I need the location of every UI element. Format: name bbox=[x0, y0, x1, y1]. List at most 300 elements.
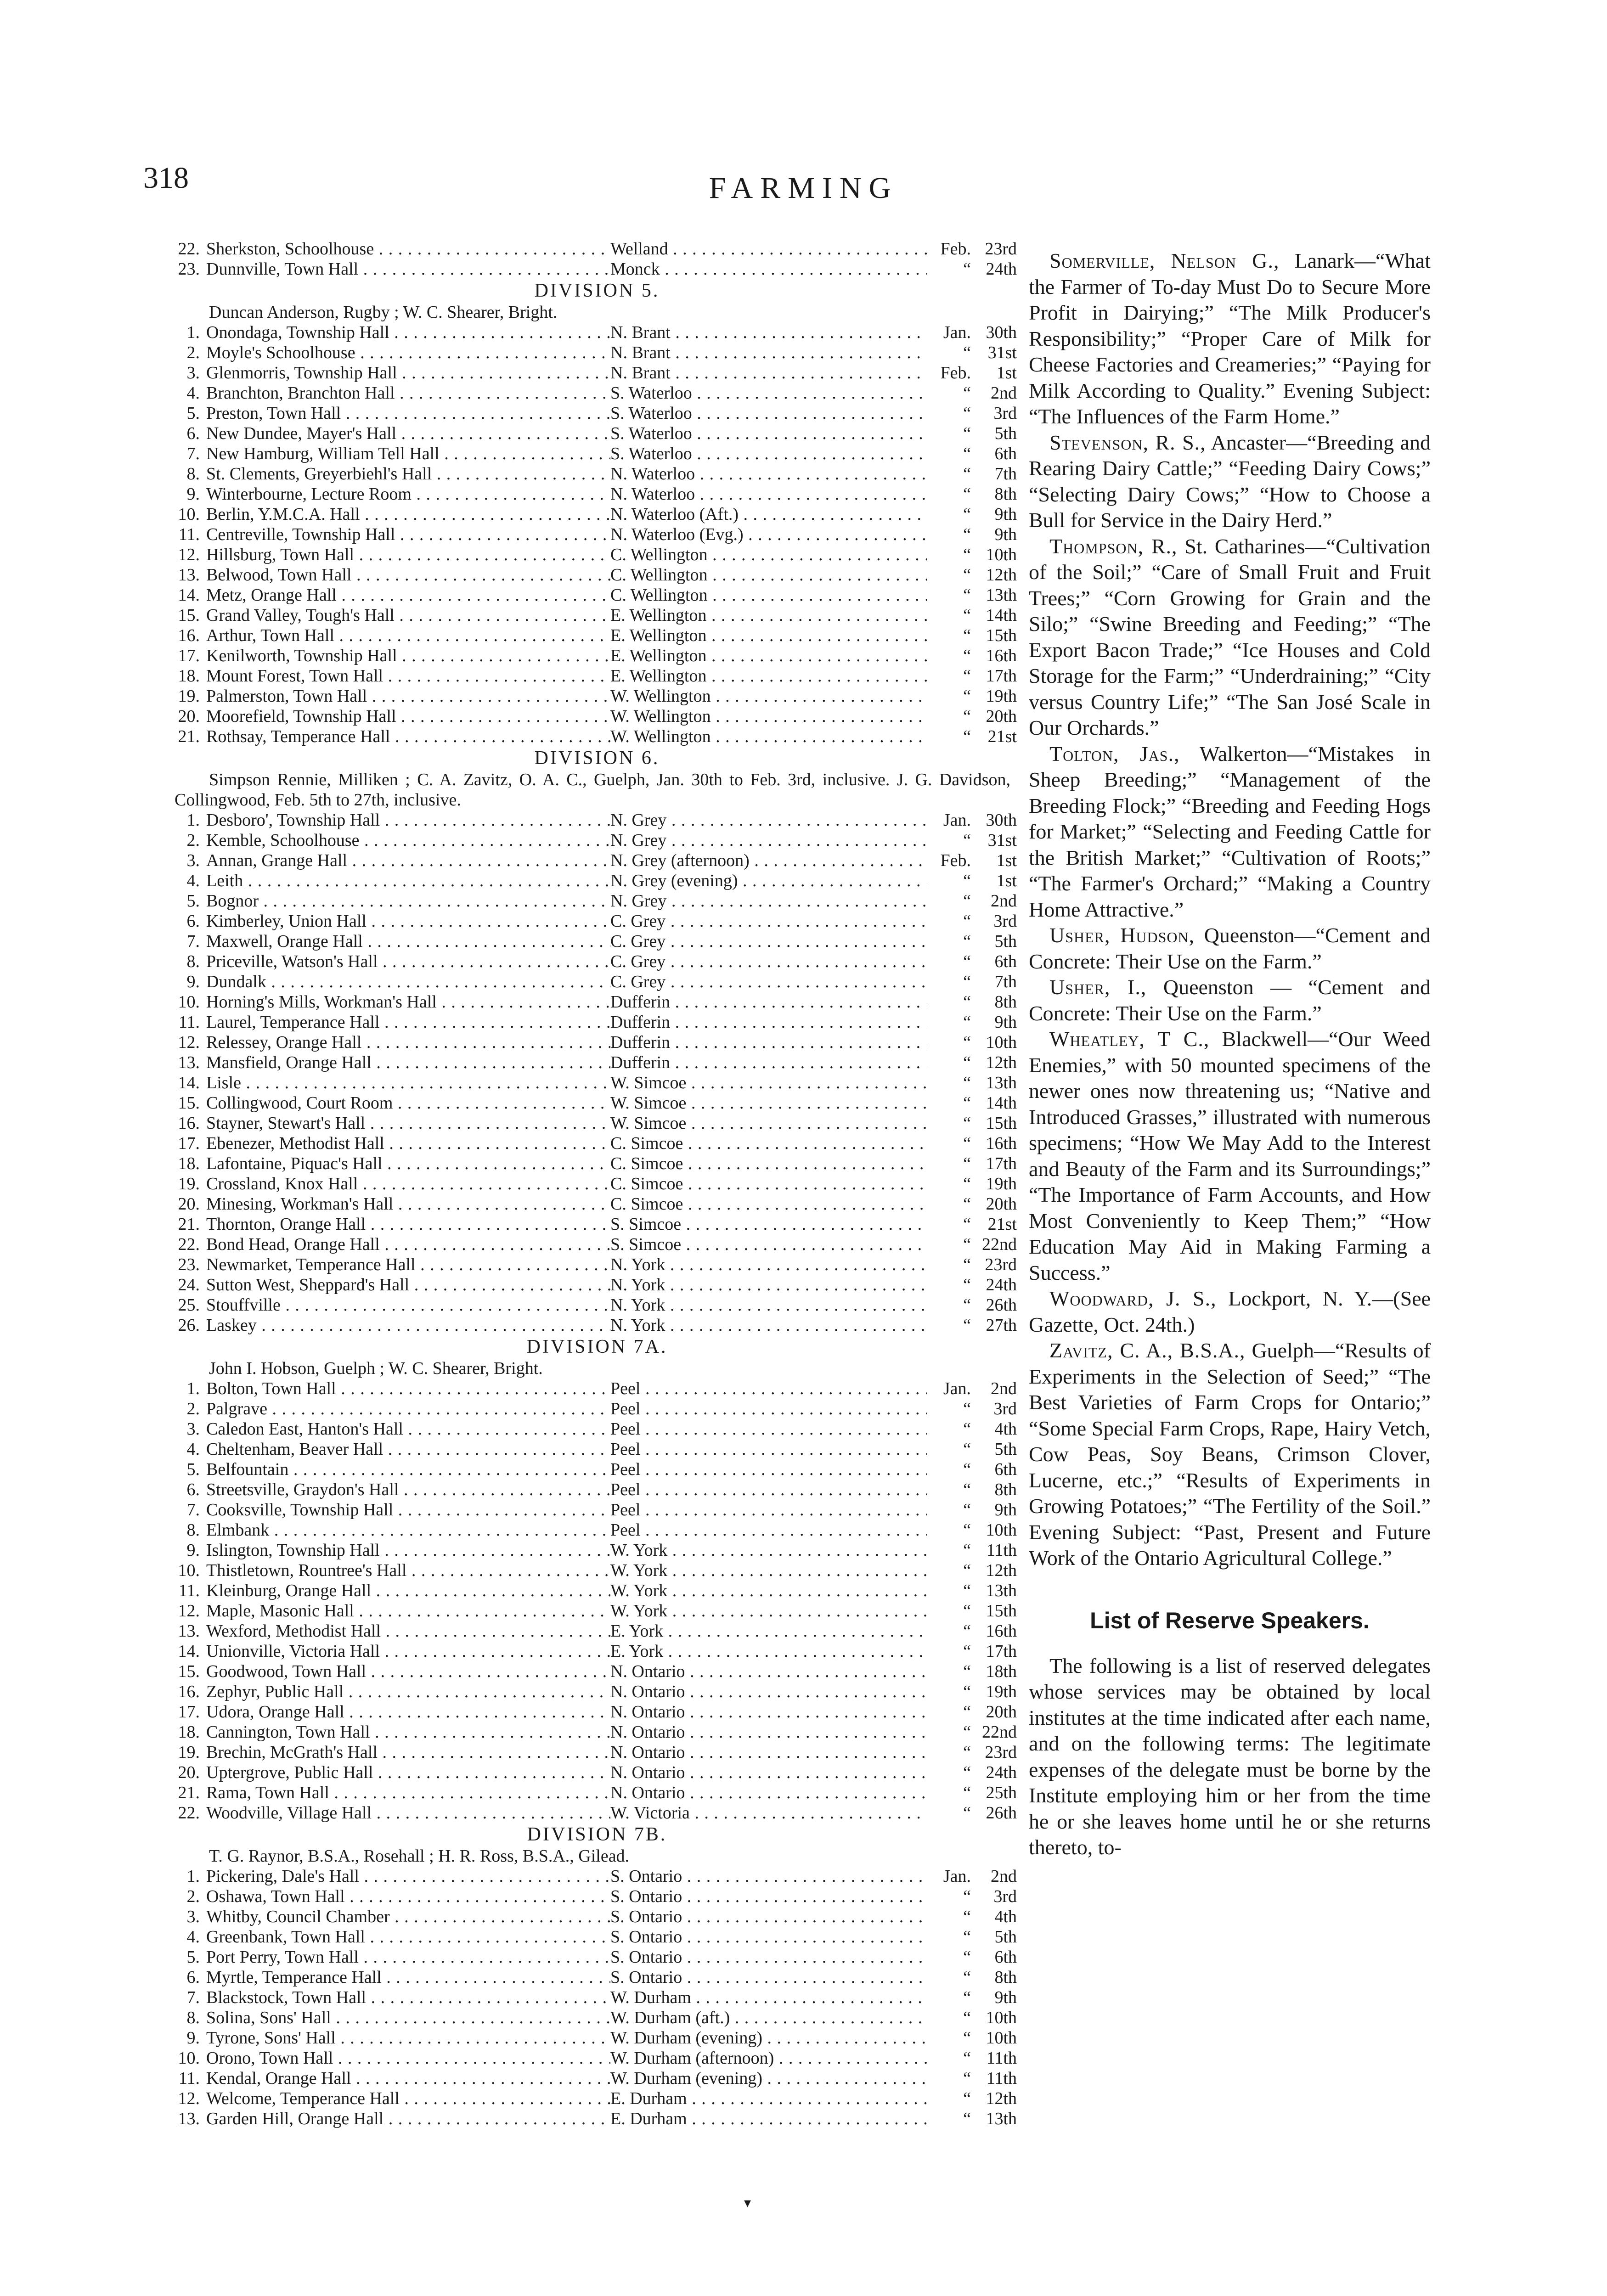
schedule-row bbox=[156, 1419, 1017, 1439]
day: 1st bbox=[996, 363, 1017, 383]
month: “ bbox=[963, 2048, 971, 2068]
meeting-schedule-column bbox=[156, 239, 1017, 2129]
meeting-place: Streetsville, Graydon's Hall . . . bbox=[206, 1480, 610, 1500]
meeting-place: Mount Forest, Town Hall . . . bbox=[206, 666, 610, 686]
meeting-place: New Dundee, Mayer's Hall . . . bbox=[206, 423, 610, 444]
day: 12th bbox=[986, 1561, 1017, 1580]
meeting-place: Laskey . . . bbox=[206, 1315, 610, 1335]
county: S. Simcoe . . . bbox=[610, 1234, 927, 1255]
month: “ bbox=[963, 932, 971, 951]
row-number: 13. bbox=[178, 2109, 200, 2128]
month: “ bbox=[963, 1662, 971, 1681]
month: “ bbox=[963, 1399, 971, 1418]
schedule-row bbox=[156, 2068, 1017, 2088]
day: 17th bbox=[986, 666, 1017, 686]
county: N. Ontario . . . bbox=[610, 1702, 927, 1722]
month: “ bbox=[963, 565, 971, 585]
meeting-place: Centreville, Township Hall . . . bbox=[206, 524, 610, 545]
month: “ bbox=[963, 1460, 971, 1479]
day: 24th bbox=[986, 1275, 1017, 1294]
month: “ bbox=[963, 972, 971, 991]
row-number: 4. bbox=[186, 1927, 200, 1947]
county: N. Ontario . . . bbox=[610, 1742, 927, 1762]
row-number: 6. bbox=[186, 1480, 200, 1499]
row-number: 8. bbox=[186, 464, 200, 484]
meeting-place: Garden Hill, Orange Hall . . . bbox=[206, 2109, 610, 2129]
schedule-row bbox=[156, 1399, 1017, 1419]
county: N. Grey . . . bbox=[610, 810, 927, 830]
month: “ bbox=[963, 1295, 971, 1315]
day: 9th bbox=[994, 1500, 1017, 1519]
month: “ bbox=[963, 2008, 971, 2027]
month: “ bbox=[963, 871, 971, 890]
month: “ bbox=[963, 1803, 971, 1823]
row-number: 14. bbox=[178, 1073, 200, 1092]
month: “ bbox=[963, 1114, 971, 1133]
county: C. Grey . . . bbox=[610, 931, 927, 951]
row-number: 22. bbox=[178, 1803, 200, 1823]
month: “ bbox=[963, 1520, 971, 1540]
speaker-entry bbox=[1029, 248, 1431, 430]
reserve-speakers-title: List of Reserve Speakers. bbox=[1090, 1607, 1370, 1633]
schedule-row bbox=[156, 464, 1017, 484]
row-number: 22. bbox=[178, 1235, 200, 1254]
schedule-row bbox=[156, 1803, 1017, 1823]
schedule-row bbox=[156, 1967, 1017, 1987]
meeting-place: Palmerston, Town Hall . . . bbox=[206, 686, 610, 706]
day: 9th bbox=[994, 505, 1017, 524]
speaker-name: Wheatley, T C., bbox=[1049, 1027, 1210, 1051]
day: 5th bbox=[994, 1440, 1017, 1459]
day: 8th bbox=[994, 484, 1017, 504]
month: “ bbox=[963, 444, 971, 463]
schedule-row bbox=[156, 363, 1017, 383]
month: “ bbox=[963, 343, 971, 362]
county: C. Simcoe . . . bbox=[610, 1194, 927, 1214]
schedule-row bbox=[156, 625, 1017, 646]
meeting-place: Rama, Town Hall . . . bbox=[206, 1783, 610, 1803]
meeting-place: Thornton, Orange Hall . . . bbox=[206, 1214, 610, 1234]
meeting-place: Cheltenham, Beaver Hall . . . bbox=[206, 1439, 610, 1459]
month: “ bbox=[963, 1440, 971, 1459]
meeting-place: Collingwood, Court Room . . . bbox=[206, 1093, 610, 1113]
schedule-row bbox=[156, 1540, 1017, 1560]
month: “ bbox=[963, 646, 971, 665]
county: N. Grey . . . bbox=[610, 830, 927, 850]
schedule-row bbox=[156, 1702, 1017, 1722]
county: S. Ontario . . . bbox=[610, 1866, 927, 1886]
meeting-place: Udora, Orange Hall . . . bbox=[206, 1702, 610, 1722]
meeting-place: Maple, Masonic Hall . . . bbox=[206, 1601, 610, 1621]
day: 8th bbox=[994, 992, 1017, 1012]
day: 14th bbox=[986, 606, 1017, 625]
county: S. Waterloo . . . bbox=[610, 403, 927, 423]
row-number: 13. bbox=[178, 565, 200, 585]
division-heading: DIVISION 6. bbox=[534, 748, 660, 769]
division-staff: T. G. Raynor, B.S.A., Rosehall ; H. R. Ross, B.S.A., Gilead. bbox=[209, 1846, 630, 1866]
county: S. Ontario . . . bbox=[610, 1907, 927, 1927]
meeting-place: Unionville, Victoria Hall . . . bbox=[206, 1641, 610, 1661]
meeting-place: Leith . . . bbox=[206, 871, 610, 891]
county: N. Ontario . . . bbox=[610, 1722, 927, 1742]
county: W. Durham . . . bbox=[610, 1987, 927, 2008]
schedule-row bbox=[156, 1379, 1017, 1399]
month: “ bbox=[963, 1053, 971, 1072]
county: S. Ontario . . . bbox=[610, 1927, 927, 1947]
day: 13th bbox=[986, 1581, 1017, 1600]
day: 19th bbox=[986, 687, 1017, 706]
speaker-name: Tolton, Jas., bbox=[1049, 742, 1180, 765]
row-number: 9. bbox=[186, 1541, 200, 1560]
division-staff: Duncan Anderson, Rugby ; W. C. Shearer, Bright. bbox=[209, 303, 558, 322]
day: 21st bbox=[987, 1215, 1017, 1234]
county: Peel . . . bbox=[610, 1419, 927, 1439]
schedule-row bbox=[156, 1987, 1017, 2008]
day: 22nd bbox=[982, 1235, 1017, 1254]
carryover-rows bbox=[156, 239, 1017, 279]
meeting-place: Pickering, Dale's Hall . . . bbox=[206, 1866, 610, 1886]
page-number: 318 bbox=[143, 161, 189, 195]
schedule-row bbox=[156, 2048, 1017, 2068]
county: N. Grey (evening) . . . bbox=[610, 871, 927, 891]
row-number: 18. bbox=[178, 666, 200, 686]
day: 12th bbox=[986, 2089, 1017, 2108]
row-number: 23. bbox=[178, 1255, 200, 1274]
meeting-place: Laurel, Temperance Hall . . . bbox=[206, 1012, 610, 1032]
row-number: 12. bbox=[178, 545, 200, 564]
row-number: 8. bbox=[186, 952, 200, 971]
county: C. Wellington . . . bbox=[610, 545, 927, 565]
row-number: 9. bbox=[186, 484, 200, 504]
division-block bbox=[156, 1335, 1017, 1823]
month: “ bbox=[963, 1947, 971, 1967]
meeting-place: Mansfield, Orange Hall . . . bbox=[206, 1052, 610, 1073]
month: “ bbox=[963, 1154, 971, 1173]
schedule-row bbox=[156, 545, 1017, 565]
meeting-place: Elmbank . . . bbox=[206, 1520, 610, 1540]
day: 5th bbox=[994, 1927, 1017, 1947]
schedule-row bbox=[156, 1093, 1017, 1113]
row-number: 7. bbox=[186, 444, 200, 463]
county: C. Grey . . . bbox=[610, 972, 927, 992]
day: 27th bbox=[986, 1316, 1017, 1335]
schedule-row bbox=[156, 1154, 1017, 1174]
meeting-place: Bond Head, Orange Hall . . . bbox=[206, 1234, 610, 1255]
county: N. Waterloo (Aft.) . . . bbox=[610, 504, 927, 524]
row-number: 11. bbox=[178, 1013, 200, 1032]
division-heading: DIVISION 5. bbox=[534, 280, 660, 301]
day: 13th bbox=[986, 2109, 1017, 2128]
meeting-place: Berlin, Y.M.C.A. Hall . . . bbox=[206, 504, 610, 524]
meeting-place: Greenbank, Town Hall . . . bbox=[206, 1927, 610, 1947]
row-number: 19. bbox=[178, 1743, 200, 1762]
meeting-place: Goodwood, Town Hall . . . bbox=[206, 1661, 610, 1682]
schedule-row bbox=[156, 343, 1017, 363]
division-block bbox=[156, 279, 1017, 747]
schedule-row bbox=[156, 322, 1017, 343]
schedule-row bbox=[156, 1682, 1017, 1702]
schedule-row bbox=[156, 1886, 1017, 1907]
county: C. Grey . . . bbox=[610, 951, 927, 972]
meeting-place: New Hamburg, William Tell Hall . . . bbox=[206, 444, 610, 464]
meeting-place: Oshawa, Town Hall . . . bbox=[206, 1886, 610, 1907]
schedule-row bbox=[156, 585, 1017, 605]
month: “ bbox=[963, 1013, 971, 1032]
row-number: 15. bbox=[178, 1662, 200, 1681]
schedule-row bbox=[156, 1234, 1017, 1255]
schedule-row bbox=[156, 1722, 1017, 1742]
day: 23rd bbox=[985, 1743, 1017, 1762]
county: E. York . . . bbox=[610, 1621, 927, 1641]
schedule-row bbox=[156, 1866, 1017, 1886]
day: 8th bbox=[994, 1968, 1017, 1987]
meeting-place: Dundalk . . . bbox=[206, 972, 610, 992]
day: 5th bbox=[994, 424, 1017, 443]
county: N. Waterloo . . . bbox=[610, 464, 927, 484]
row-number: 7. bbox=[186, 1988, 200, 2007]
day: 9th bbox=[994, 525, 1017, 544]
row-number: 16. bbox=[178, 1682, 200, 1701]
meeting-place: Blackstock, Town Hall . . . bbox=[206, 1987, 610, 2008]
reserve-speakers-section bbox=[1029, 1607, 1431, 1861]
schedule-row bbox=[156, 1073, 1017, 1093]
day: 5th bbox=[994, 932, 1017, 951]
day: 10th bbox=[986, 545, 1017, 564]
month: “ bbox=[963, 707, 971, 726]
row-number: 21. bbox=[178, 1215, 200, 1234]
row-number: 20. bbox=[178, 707, 200, 726]
speaker-topics: St. Catharines—“Cultivation of the Soil;” “Care of Small Fruit and Fruit Trees;” “Corn Growing for Grain and the Silo;” “Swine Breeding and Feeding;” “The Export Bacon Trade;” “Ice Houses and Cold Storage for the Farm;” “Underdraining;” “City versus Country Life;” “The San José Scale in Our Orchards.” bbox=[1029, 534, 1431, 739]
month: “ bbox=[963, 831, 971, 850]
day: 10th bbox=[986, 2008, 1017, 2027]
row-number: 20. bbox=[178, 1763, 200, 1782]
meeting-place: Glenmorris, Township Hall . . . bbox=[206, 363, 610, 383]
speaker-entry bbox=[1029, 1026, 1431, 1286]
month: “ bbox=[963, 1316, 971, 1335]
day: 1st bbox=[996, 871, 1017, 890]
month: “ bbox=[963, 666, 971, 686]
speaker-topics: Guelph—“Results of Experiments in the Selection of Seed;” “The Best Varieties of Farm Crops for Ontario;” “Some Special Farm Crops, Rape, Hairy Vetch, Cow Peas, Soy Beans, Crimson Clover, Lucerne, etc.;” “Results of Experiments in Growing Potatoes;” “The Fertility of the Soil.” Evening Subject: “Past, Present and Future Work of the Ontario Agricultural College.” bbox=[1029, 1339, 1431, 1570]
schedule-row bbox=[156, 1214, 1017, 1234]
month: “ bbox=[963, 1682, 971, 1701]
schedule-row bbox=[156, 1052, 1017, 1073]
day: 17th bbox=[986, 1642, 1017, 1661]
division-heading: DIVISION 7B. bbox=[527, 1824, 667, 1845]
county: W. Durham (afternoon) . . . bbox=[610, 2048, 927, 2068]
meeting-place: Minesing, Workman's Hall . . . bbox=[206, 1194, 610, 1214]
row-number: 9. bbox=[186, 972, 200, 991]
schedule-row bbox=[156, 565, 1017, 585]
day: 10th bbox=[986, 1033, 1017, 1052]
month: “ bbox=[963, 1541, 971, 1560]
speaker-name: Usher, I., bbox=[1049, 975, 1147, 999]
meeting-place: Whitby, Council Chamber . . . bbox=[206, 1907, 610, 1927]
schedule-row bbox=[156, 1661, 1017, 1682]
month: “ bbox=[963, 1134, 971, 1153]
speaker-name: Woodward, J. S., bbox=[1049, 1287, 1217, 1310]
month: “ bbox=[963, 424, 971, 443]
month: “ bbox=[963, 1907, 971, 1926]
meeting-place: Tyrone, Sons' Hall . . . bbox=[206, 2028, 610, 2048]
day: 1st bbox=[996, 851, 1017, 870]
county: W. Durham (evening) . . . bbox=[610, 2068, 927, 2088]
meeting-place: Annan, Grange Hall . . . bbox=[206, 850, 610, 871]
month: Feb. bbox=[940, 363, 971, 383]
schedule-row bbox=[156, 931, 1017, 951]
month: Feb. bbox=[940, 239, 971, 259]
speaker-entry bbox=[1029, 534, 1431, 741]
month: Jan. bbox=[943, 1379, 971, 1398]
day: 26th bbox=[986, 1803, 1017, 1823]
meeting-place: Winterbourne, Lecture Room . . . bbox=[206, 484, 610, 504]
county: W. York . . . bbox=[610, 1581, 927, 1601]
row-number: 18. bbox=[178, 1722, 200, 1742]
schedule-row bbox=[156, 706, 1017, 726]
day: 31st bbox=[987, 831, 1017, 850]
schedule-row bbox=[156, 1315, 1017, 1335]
day: 21st bbox=[987, 727, 1017, 746]
division-staff: Simpson Rennie, Milliken ; C. A. Zavitz, O. A. C., Guelph, Jan. 30th to Feb. 3rd, inclusive. J. G. Davidson, Collingwood, Feb. 5th to 27th, inclusive. bbox=[175, 770, 1010, 810]
day: 17th bbox=[986, 1154, 1017, 1173]
county: S. Waterloo . . . bbox=[610, 383, 927, 403]
schedule-row bbox=[156, 1581, 1017, 1601]
month: Feb. bbox=[940, 851, 971, 870]
meeting-place: St. Clements, Greyerbiehl's Hall . . . bbox=[206, 464, 610, 484]
row-number: 16. bbox=[178, 626, 200, 645]
month: “ bbox=[963, 2028, 971, 2048]
meeting-place: Caledon East, Hanton's Hall . . . bbox=[206, 1419, 610, 1439]
meeting-place: Solina, Sons' Hall . . . bbox=[206, 2008, 610, 2028]
row-number: 15. bbox=[178, 606, 200, 625]
county: W. Durham (evening) . . . bbox=[610, 2028, 927, 2048]
month: “ bbox=[963, 484, 971, 504]
day: 13th bbox=[986, 585, 1017, 605]
meeting-place: Sutton West, Sheppard's Hall . . . bbox=[206, 1275, 610, 1295]
county: Peel . . . bbox=[610, 1439, 927, 1459]
county: S. Ontario . . . bbox=[610, 1886, 927, 1907]
schedule-row bbox=[156, 1783, 1017, 1803]
county: W. Wellington . . . bbox=[610, 686, 927, 706]
schedule-row bbox=[156, 1500, 1017, 1520]
day: 20th bbox=[986, 1194, 1017, 1214]
county: W. Simcoe . . . bbox=[610, 1073, 927, 1093]
speaker-entry bbox=[1029, 1338, 1431, 1571]
row-number: 6. bbox=[186, 1968, 200, 1987]
county: W. Durham (aft.) . . . bbox=[610, 2008, 927, 2028]
day: 8th bbox=[994, 1480, 1017, 1499]
county: E. Wellington . . . bbox=[610, 666, 927, 686]
day: 25th bbox=[986, 1783, 1017, 1802]
day: 6th bbox=[994, 1947, 1017, 1967]
meeting-place: Stouffville . . . bbox=[206, 1295, 610, 1315]
day: 7th bbox=[994, 464, 1017, 484]
day: 11th bbox=[986, 2069, 1017, 2088]
schedule-row bbox=[156, 239, 1017, 259]
row-number: 12. bbox=[178, 2089, 200, 2108]
county: N. Ontario . . . bbox=[610, 1661, 927, 1682]
meeting-place: Uptergrove, Public Hall . . . bbox=[206, 1762, 610, 1783]
county: Peel . . . bbox=[610, 1459, 927, 1480]
schedule-row bbox=[156, 850, 1017, 871]
speaker-name: Stevenson, R. S., bbox=[1049, 430, 1206, 454]
county: S. Ontario . . . bbox=[610, 1967, 927, 1987]
meeting-place: Kendal, Orange Hall . . . bbox=[206, 2068, 610, 2088]
schedule-row bbox=[156, 423, 1017, 444]
schedule-row bbox=[156, 1907, 1017, 1927]
row-number: 17. bbox=[178, 646, 200, 665]
month: “ bbox=[963, 505, 971, 524]
county: N. Waterloo . . . bbox=[610, 484, 927, 504]
meeting-place: Stayner, Stewart's Hall . . . bbox=[206, 1113, 610, 1133]
meeting-place: Port Perry, Town Hall . . . bbox=[206, 1947, 610, 1967]
month: Jan. bbox=[943, 810, 971, 830]
day: 4th bbox=[994, 1419, 1017, 1439]
schedule-row bbox=[156, 2008, 1017, 2028]
day: 13th bbox=[986, 1073, 1017, 1092]
month: “ bbox=[963, 606, 971, 625]
meeting-place: Kleinburg, Orange Hall . . . bbox=[206, 1581, 610, 1601]
month: “ bbox=[963, 404, 971, 423]
meeting-place: Moorefield, Township Hall . . . bbox=[206, 706, 610, 726]
row-number: 25. bbox=[178, 1295, 200, 1315]
meeting-place: Thistletown, Rountree's Hall . . . bbox=[206, 1560, 610, 1581]
day: 4th bbox=[994, 1907, 1017, 1926]
meeting-place: Welcome, Temperance Hall . . . bbox=[206, 2088, 610, 2109]
meeting-place: Kemble, Schoolhouse . . . bbox=[206, 830, 610, 850]
county: Welland . . . bbox=[610, 239, 927, 259]
row-number: 10. bbox=[178, 2048, 200, 2068]
county: Dufferin . . . bbox=[610, 1032, 927, 1052]
row-number: 15. bbox=[178, 1093, 200, 1113]
row-number: 13. bbox=[178, 1621, 200, 1641]
row-number: 8. bbox=[186, 1520, 200, 1540]
division-heading: DIVISION 7A. bbox=[526, 1336, 668, 1357]
day: 9th bbox=[994, 1013, 1017, 1032]
speaker-topics: Blackwell—“Our Weed Enemies,” with 50 mounted specimens of the newer ones now threatening us; “Native and Introduced Grasses,” illustrated with numerous specimens; “How We May Add to the Interest and Beauty of the Farm and its Surroundings;” “The Importance of Farm Accounts, and How Most Conveniently to Keep Them;” “How Education May Aid in Making Farming a Success.” bbox=[1029, 1027, 1431, 1284]
schedule-row bbox=[156, 1947, 1017, 1967]
county: E. York . . . bbox=[610, 1641, 927, 1661]
county: S. Simcoe . . . bbox=[610, 1214, 927, 1234]
day: 19th bbox=[986, 1174, 1017, 1193]
county: W. York . . . bbox=[610, 1540, 927, 1560]
meeting-place: Horning's Mills, Workman's Hall . . . bbox=[206, 992, 610, 1012]
meeting-place: Metz, Orange Hall . . . bbox=[206, 585, 610, 605]
schedule-row bbox=[156, 1439, 1017, 1459]
county: S. Waterloo . . . bbox=[610, 423, 927, 444]
schedule-row bbox=[156, 484, 1017, 504]
month: “ bbox=[963, 1763, 971, 1782]
schedule-row bbox=[156, 911, 1017, 931]
county: N. Grey . . . bbox=[610, 891, 927, 911]
meeting-place: Crossland, Knox Hall . . . bbox=[206, 1174, 610, 1194]
county: W. York . . . bbox=[610, 1560, 927, 1581]
day: 15th bbox=[986, 626, 1017, 645]
row-number: 11. bbox=[178, 525, 200, 544]
meeting-place: Zephyr, Public Hall . . . bbox=[206, 1682, 610, 1702]
schedule-row bbox=[156, 1641, 1017, 1661]
day: 15th bbox=[986, 1114, 1017, 1133]
county: E. Durham . . . bbox=[610, 2109, 927, 2129]
row-number: 22. bbox=[178, 239, 200, 259]
row-number: 3. bbox=[186, 1907, 200, 1926]
county: N. York . . . bbox=[610, 1275, 927, 1295]
county: W. Simcoe . . . bbox=[610, 1093, 927, 1113]
row-number: 18. bbox=[178, 1154, 200, 1173]
meeting-place: Orono, Town Hall . . . bbox=[206, 2048, 610, 2068]
month: “ bbox=[963, 1887, 971, 1906]
schedule-row bbox=[156, 1255, 1017, 1275]
schedule-row bbox=[156, 2088, 1017, 2109]
